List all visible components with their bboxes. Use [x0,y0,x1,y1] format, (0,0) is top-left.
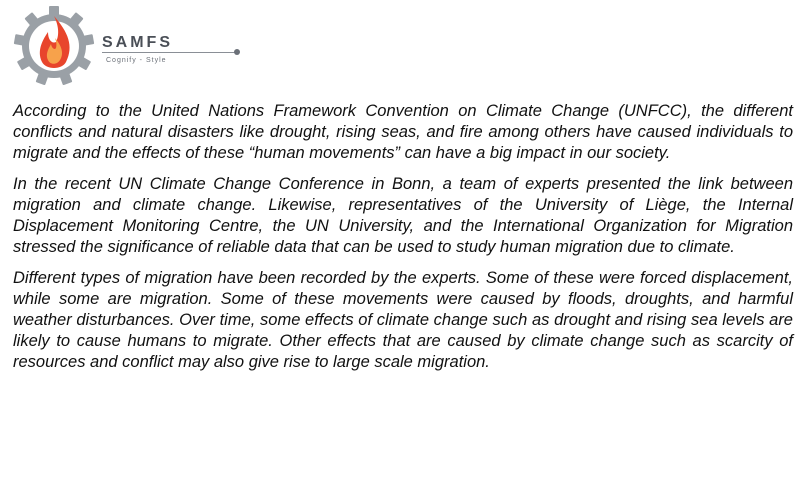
brand-divider [102,52,236,53]
paragraph-1: According to the United Nations Framework Convention on Climate Change (UNFCC), the different conflicts and natural disasters like drought, rising seas, and fire among others have caused individuals to migrate and the effects of these “human movements” can have a big impact in our society. [13,102,793,162]
article-body [13,101,793,383]
brand-name: SAMFS [102,34,173,51]
brand-dot [234,49,240,55]
brand-tagline: Cognify - Style [106,57,167,64]
paragraph-3: Different types of migration have been recorded by the experts. Some of these were forced displacement, while some are migration. Some of these movements were caused by floods, droughts, and harmful weather disturbances. Over time, some effects of climate change such as drought and rising sea levels are likely to cause humans to migrate. Other effects that are caused by climate change such as scarcity of resources and conflict may also give rise to large scale migration. [13,269,793,371]
gear-flame-icon [10,4,100,88]
samfs-logo [10,4,250,88]
paragraph-2: In the recent UN Climate Change Conference in Bonn, a team of experts presented the link between migration and climate change. Likewise, representatives of the University of Liège, the Internal Displacement Monitoring Centre, the UN University, and the International Organization for Migration stressed the significance of reliable data that can be used to study human migration due to climate. [13,175,793,256]
